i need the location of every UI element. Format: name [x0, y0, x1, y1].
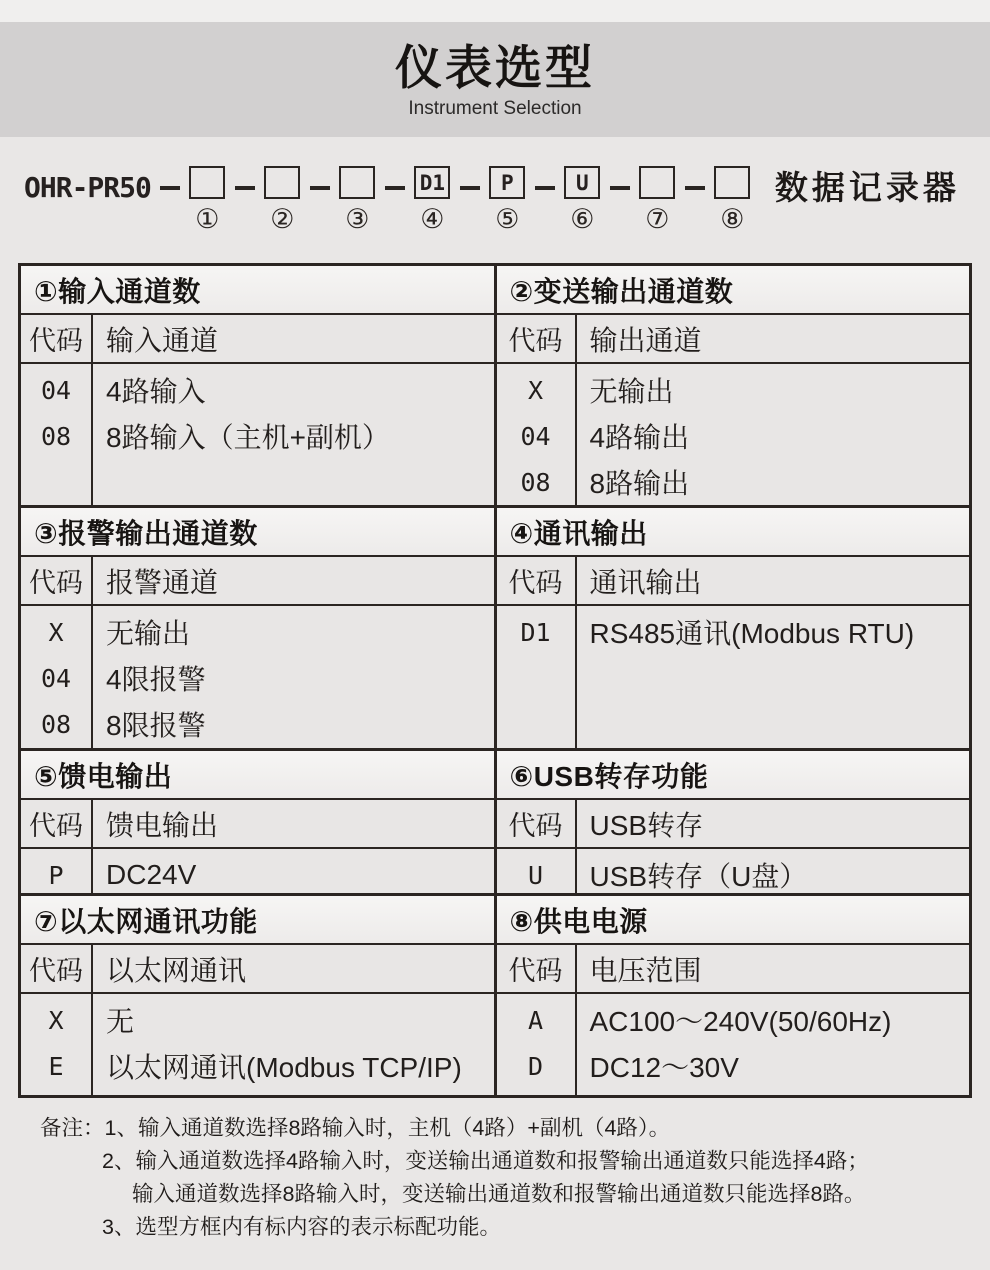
desc-column	[577, 364, 970, 505]
desc-cell: 4限报警	[106, 664, 206, 695]
code-column	[497, 606, 577, 748]
code-header-cell: 代码	[21, 945, 93, 992]
code-cell: X	[48, 1005, 64, 1035]
model-slot	[489, 166, 526, 233]
code-header-cell: 代码	[497, 557, 577, 604]
code-column	[21, 364, 93, 505]
code-column	[497, 994, 577, 1095]
circled-number: ②	[270, 204, 295, 235]
model-box	[339, 166, 375, 199]
dash-separator	[385, 186, 405, 190]
section-title: ④通讯输出	[497, 508, 970, 557]
circled-number: ⑧	[720, 204, 745, 235]
code-header-cell: 代码	[21, 315, 93, 362]
section-header-row	[497, 557, 970, 606]
section-body	[21, 849, 494, 893]
desc-column	[577, 994, 970, 1095]
code-header-cell: 代码	[21, 800, 93, 847]
desc-cell: RS485通讯(Modbus RTU)	[589, 618, 915, 649]
desc-column	[93, 364, 494, 505]
circled-number: ⑥	[570, 204, 595, 235]
model-box	[639, 166, 675, 199]
desc-cell: DC24V	[106, 859, 197, 890]
section-header-row	[21, 315, 494, 364]
section-header-row	[497, 800, 970, 849]
section-title: ③报警输出通道数	[21, 508, 494, 557]
section	[497, 508, 970, 748]
notes-label: 备注：	[40, 1116, 105, 1140]
section-header-row	[497, 945, 970, 994]
desc-header-cell: 馈电输出	[106, 809, 219, 841]
table-row-pair	[21, 896, 969, 1095]
code-column	[497, 364, 577, 505]
selection-table	[18, 263, 972, 1098]
model-box	[714, 166, 750, 199]
code-cell: 08	[40, 421, 72, 451]
model-slot	[714, 166, 751, 233]
code-cell: 08	[520, 467, 551, 497]
section	[21, 508, 497, 748]
section-header-row	[21, 557, 494, 606]
code-cell: D1	[520, 617, 551, 647]
code-header-cell: 代码	[497, 315, 577, 362]
code-cell: U	[527, 860, 544, 890]
section-title: ⑤馈电输出	[21, 751, 494, 800]
desc-cell: DC12～30V	[589, 1052, 739, 1083]
desc-column	[93, 994, 494, 1095]
table-row-pair	[21, 508, 969, 751]
circled-number: ①	[195, 204, 220, 235]
desc-cell: 4路输出	[589, 422, 690, 453]
dash-separator	[460, 186, 480, 190]
desc-header-cell: 电压范围	[589, 954, 702, 986]
notes	[40, 1112, 970, 1244]
table-row-pair	[21, 266, 969, 508]
page-subtitle: Instrument Selection	[408, 98, 582, 119]
desc-cell: 无输出	[589, 376, 674, 407]
model-box: D1	[414, 166, 450, 199]
section-header-row	[21, 945, 494, 994]
section-header-row	[21, 800, 494, 849]
desc-column	[93, 606, 494, 748]
desc-cell: 以太网通讯(Modbus TCP/IP)	[106, 1052, 462, 1083]
section-title: ⑧供电电源	[497, 896, 970, 945]
section	[497, 896, 970, 1095]
model-slot	[264, 166, 301, 233]
code-cell: E	[48, 1051, 64, 1081]
code-column	[21, 849, 93, 893]
section-body	[21, 606, 494, 748]
section-body	[497, 849, 970, 893]
section	[497, 751, 970, 893]
circled-number: ③	[345, 204, 370, 235]
section	[21, 896, 497, 1095]
dash-separator	[310, 186, 330, 190]
model-boxes	[151, 166, 751, 233]
note-line: 输入通道数选择8路输入时，变送输出通道数和报警输出通道数只能选择8路。	[132, 1182, 866, 1206]
note-line: 2、输入通道数选择4路输入时，变送输出通道数和报警输出通道数只能选择4路；	[102, 1149, 869, 1173]
code-header-cell: 代码	[21, 557, 93, 604]
circled-number: ④	[420, 204, 445, 235]
dash-separator	[535, 186, 555, 190]
desc-header-cell: USB转存	[589, 809, 704, 841]
section-title: ⑦以太网通讯功能	[21, 896, 494, 945]
dash-separator	[685, 186, 705, 190]
model-slot	[189, 166, 226, 233]
desc-cell: 8路输入（主机+副机）	[106, 422, 390, 453]
section	[497, 266, 970, 505]
model-prefix: OHR-PR50	[24, 171, 151, 204]
section	[21, 266, 497, 505]
code-cell: A	[527, 1005, 544, 1035]
desc-cell: 4路输入	[106, 376, 206, 407]
model-slot	[414, 166, 451, 233]
code-cell: X	[48, 617, 64, 647]
desc-header-cell: 输出通道	[589, 324, 702, 356]
model-box: U	[564, 166, 600, 199]
model-box	[264, 166, 300, 199]
section-title: ②变送输出通道数	[497, 266, 970, 315]
code-header-cell: 代码	[497, 800, 577, 847]
model-box: P	[489, 166, 525, 199]
desc-cell: 无输出	[106, 618, 191, 649]
desc-cell: 8限报警	[106, 710, 206, 741]
page-title: 仪表选型	[395, 41, 595, 94]
code-cell: 04	[40, 663, 72, 693]
circled-number: ⑦	[645, 204, 670, 235]
desc-header-cell: 报警通道	[106, 566, 219, 598]
section-body	[21, 364, 494, 505]
header-band	[0, 22, 990, 137]
table-row-pair	[21, 751, 969, 896]
section	[21, 751, 497, 893]
code-cell: 04	[40, 375, 72, 405]
section-body	[497, 994, 970, 1095]
section-body	[497, 364, 970, 505]
section-title: ①输入通道数	[21, 266, 494, 315]
code-cell: 08	[40, 709, 72, 739]
model-suffix: 数据记录器	[774, 169, 960, 206]
code-column	[21, 994, 93, 1095]
desc-cell: 无	[106, 1006, 135, 1037]
code-cell: 04	[520, 421, 551, 451]
desc-cell: 8路输出	[589, 468, 690, 499]
model-slot	[339, 166, 376, 233]
dash-separator	[235, 186, 255, 190]
code-cell: D	[527, 1051, 544, 1081]
desc-cell: USB转存（U盘）	[589, 861, 808, 892]
section-body	[497, 606, 970, 748]
circled-number: ⑤	[495, 204, 520, 235]
desc-header-cell: 以太网通讯	[106, 954, 247, 986]
code-cell: P	[48, 860, 64, 890]
dash-separator	[160, 186, 180, 190]
desc-header-cell: 通讯输出	[589, 566, 702, 598]
desc-column	[577, 606, 970, 748]
section-title: ⑥USB转存功能	[497, 751, 970, 800]
code-header-cell: 代码	[497, 945, 577, 992]
desc-column	[577, 849, 970, 893]
top-strip	[0, 0, 990, 22]
section-body	[21, 994, 494, 1095]
code-column	[497, 849, 577, 893]
desc-cell: AC100～240V(50/60Hz)	[589, 1006, 892, 1037]
model-slot	[639, 166, 676, 233]
note-line	[40, 1112, 970, 1145]
model-box	[189, 166, 225, 199]
desc-header-cell: 输入通道	[106, 324, 219, 356]
code-column	[21, 606, 93, 748]
model-slot	[564, 166, 601, 233]
code-cell: X	[527, 375, 544, 405]
note-text: 1、输入通道数选择8路输入时，主机（4路）+副机（4路）。	[104, 1116, 671, 1140]
desc-column	[93, 849, 494, 893]
section-header-row	[497, 315, 970, 364]
note-line: 3、选型方框内有标内容的表示标配功能。	[102, 1215, 501, 1239]
dash-separator	[610, 186, 630, 190]
model-code-line	[24, 166, 984, 258]
